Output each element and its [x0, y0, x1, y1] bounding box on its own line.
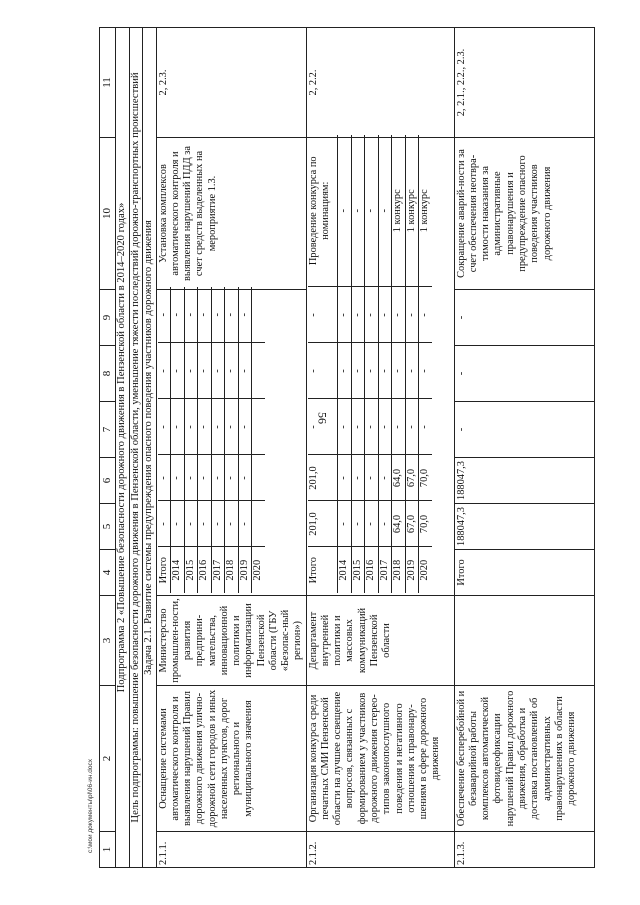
value-cell: - [238, 455, 252, 501]
result-item: - [338, 135, 352, 287]
indicator-links: 2, 2.3. [156, 28, 306, 138]
value-cell: - [184, 287, 198, 343]
result-item: 1 конкурс [405, 135, 419, 287]
year-cell: 2020 [419, 547, 432, 593]
value-cell: - [351, 501, 365, 547]
value-cell: - [392, 399, 406, 455]
header-number-row [100, 28, 116, 868]
value-cell: - [238, 399, 252, 455]
value-cell: - [158, 501, 171, 547]
value-cell: - [392, 287, 406, 343]
row-id: 2.1.2. [306, 832, 454, 868]
value-cell: - [225, 455, 239, 501]
program-title: Подпрограмма 2 «Повышение безопасности дорожного движения в Пензенской области в 2014–2020 годах» [116, 28, 130, 868]
value-cell: 67,0 [405, 455, 419, 501]
year-cell: 2017 [211, 547, 225, 593]
value-cell: 188047,3 [454, 504, 594, 550]
year-cell: 2015 [184, 547, 198, 593]
table-row [454, 28, 594, 868]
result-item: 1 конкурс [419, 189, 431, 233]
value-cell: - [365, 287, 379, 343]
year-cell: 2020 [252, 547, 265, 593]
executor: Департамент внутренней политики и массовых коммуникаций Пензенской области [306, 596, 454, 686]
value-cell: - [378, 399, 392, 455]
col-number: 4 [100, 550, 116, 596]
value-cell: 201,0 [308, 455, 338, 501]
col-number: 1 [100, 832, 116, 868]
value-cell: - [171, 455, 185, 501]
col-number: 8 [100, 346, 116, 402]
value-cell: - [158, 343, 171, 399]
value-cell: - [171, 287, 185, 343]
measure-name: Обеспечение бесперебойной и безаварийной работы комплексов автоматической фотовидеофиксации нарушений Правил дорожного движения, обработка и доставка постановлений об административных правонарушениях в области дорожного движения [454, 686, 594, 832]
value-cell: - [308, 343, 338, 399]
value-cell [252, 343, 265, 399]
value-cell: - [405, 287, 419, 343]
value-cell: - [158, 399, 171, 455]
value-cell: - [338, 343, 352, 399]
value-cell: - [198, 501, 212, 547]
value-cell [252, 501, 265, 547]
year-cell: 2019 [238, 547, 252, 593]
value-cell: - [158, 455, 171, 501]
value-cell: - [454, 402, 594, 458]
value-cell: - [365, 501, 379, 547]
value-cell: - [338, 287, 352, 343]
result-item: - [378, 135, 392, 287]
result-heading: Проведение конкурса по номинациям: [308, 135, 338, 287]
value-cell: - [419, 343, 432, 399]
measure-name: Организация конкурса среди печатных СМИ Пензенской области на лучшее освещение вопросов, связанных с формированием у участников дорожного движения стерео-типов законопослушного поведения и негативного отношения к правонару-шениям в сфере дорожного движения [306, 686, 454, 832]
funding-block [306, 138, 454, 596]
value-cell: - [171, 343, 185, 399]
value-cell [252, 399, 265, 455]
table-row [306, 28, 454, 868]
funding-subtable [308, 135, 432, 593]
program-table [99, 27, 595, 868]
value-cell: - [225, 501, 239, 547]
value-cell: - [419, 287, 432, 343]
value-cell: - [338, 501, 352, 547]
value-cell: - [211, 501, 225, 547]
value-cell: - [158, 287, 171, 343]
value-cell: - [454, 290, 594, 346]
value-cell: - [184, 399, 198, 455]
col-number: 10 [100, 138, 116, 290]
funding-block [156, 290, 306, 596]
value-cell: - [225, 399, 239, 455]
year-cell: 2018 [225, 547, 239, 593]
value-cell: - [378, 455, 392, 501]
result-item: 1 конкурс [392, 135, 406, 287]
program-goal: Цель подпрограммы: повышение безопасности дорожного движения в Пензенской области, уменьшение тяжести последствий дорожно-транспортных происшествий [129, 28, 143, 868]
expected-result: Сокращение аварий-ности за счет обеспечения неотвра-тимости наказания за административные правонарушения и предупреждение опасного поведения участников дорожного движения [454, 138, 594, 290]
value-cell: - [454, 346, 594, 402]
expected-result: Установка комплексов автоматического контроля и выявления нарушений ПДД за счет средств выделенных на мероприятие 1.3. [156, 138, 306, 290]
value-cell: - [238, 287, 252, 343]
value-cell: - [308, 399, 338, 455]
executor: Министерство промышлен-ности, развития предприни-мательства, инновационной политики и информатизации Пензенской области (ГБУ «Безопас-ный регион») [156, 596, 306, 686]
value-cell: - [392, 343, 406, 399]
row-id: 2.1.3. [454, 832, 594, 868]
value-cell: - [198, 287, 212, 343]
value-cell: - [184, 501, 198, 547]
funding-subtable [158, 287, 265, 593]
value-cell: - [405, 399, 419, 455]
col-number: 9 [100, 290, 116, 346]
result-item: - [351, 135, 365, 287]
value-cell: - [225, 343, 239, 399]
value-cell: - [405, 343, 419, 399]
value-cell: 70,0 [419, 455, 432, 501]
value-cell: - [351, 455, 365, 501]
col-number: 11 [100, 28, 116, 138]
value-cell: - [211, 399, 225, 455]
value-cell: - [351, 399, 365, 455]
col-number: 7 [100, 402, 116, 458]
value-cell: 67,0 [405, 501, 419, 547]
value-cell: - [171, 399, 185, 455]
value-cell: 188047,3 [454, 458, 594, 504]
year-cell: 2017 [378, 547, 392, 593]
indicator-links: 2, 2.1., 2.2., 2.3. [454, 28, 594, 138]
value-cell: - [378, 343, 392, 399]
value-cell: - [378, 501, 392, 547]
footer-file-path: c:\мои документы\pl\06-ин.docx [87, 758, 94, 853]
col-number: 2 [100, 686, 116, 832]
value-cell: - [378, 287, 392, 343]
value-cell: 201,0 [308, 501, 338, 547]
value-cell: - [198, 399, 212, 455]
indicator-links: 2, 2.2. [306, 28, 454, 138]
value-cell: - [211, 287, 225, 343]
value-cell: - [365, 399, 379, 455]
col-number: 6 [100, 458, 116, 504]
year-cell: 2019 [405, 547, 419, 593]
year-cell: Итого [308, 547, 338, 593]
value-cell: - [238, 501, 252, 547]
year-cell: 2016 [365, 547, 379, 593]
result-item: - [365, 135, 379, 287]
page-number: 56 [315, 412, 330, 424]
value-cell [252, 455, 265, 501]
col-number: 3 [100, 596, 116, 686]
value-cell: - [338, 399, 352, 455]
value-cell: - [238, 343, 252, 399]
table-row [156, 28, 306, 868]
year-cell: 2015 [351, 547, 365, 593]
value-cell: - [351, 287, 365, 343]
year-cell: Итого [454, 550, 594, 596]
value-cell: - [365, 455, 379, 501]
value-cell: - [338, 455, 352, 501]
value-cell: 64,0 [392, 501, 406, 547]
value-cell: - [211, 455, 225, 501]
value-cell: - [211, 343, 225, 399]
value-cell: - [419, 399, 432, 455]
year-cell: 2016 [198, 547, 212, 593]
rotated-page-content [99, 28, 578, 868]
value-cell: 64,0 [392, 455, 406, 501]
program-task: Задача 2.1. Развитие системы предупреждения опасного поведения участников дорожного движения [143, 28, 157, 868]
value-cell: - [365, 343, 379, 399]
value-cell: - [184, 455, 198, 501]
measure-name: Оснащение системами автоматического контроля и выявления нарушений Правил дорожного движения улично-дорожной сети городов и иных населенных пунктов, дорог регионального и муниципального значения [156, 686, 306, 832]
year-cell: 2014 [338, 547, 352, 593]
value-cell: 70,0 [419, 501, 432, 547]
year-cell: Итого [158, 547, 171, 593]
value-cell: - [184, 343, 198, 399]
row-id: 2.1.1. [156, 832, 306, 868]
value-cell: - [351, 343, 365, 399]
year-cell: 2014 [171, 547, 185, 593]
executor [454, 596, 594, 686]
value-cell [252, 287, 265, 343]
col-number: 5 [100, 504, 116, 550]
year-cell: 2018 [392, 547, 406, 593]
value-cell: - [225, 287, 239, 343]
value-cell: - [308, 287, 338, 343]
value-cell: - [171, 501, 185, 547]
value-cell: - [198, 455, 212, 501]
value-cell: - [198, 343, 212, 399]
